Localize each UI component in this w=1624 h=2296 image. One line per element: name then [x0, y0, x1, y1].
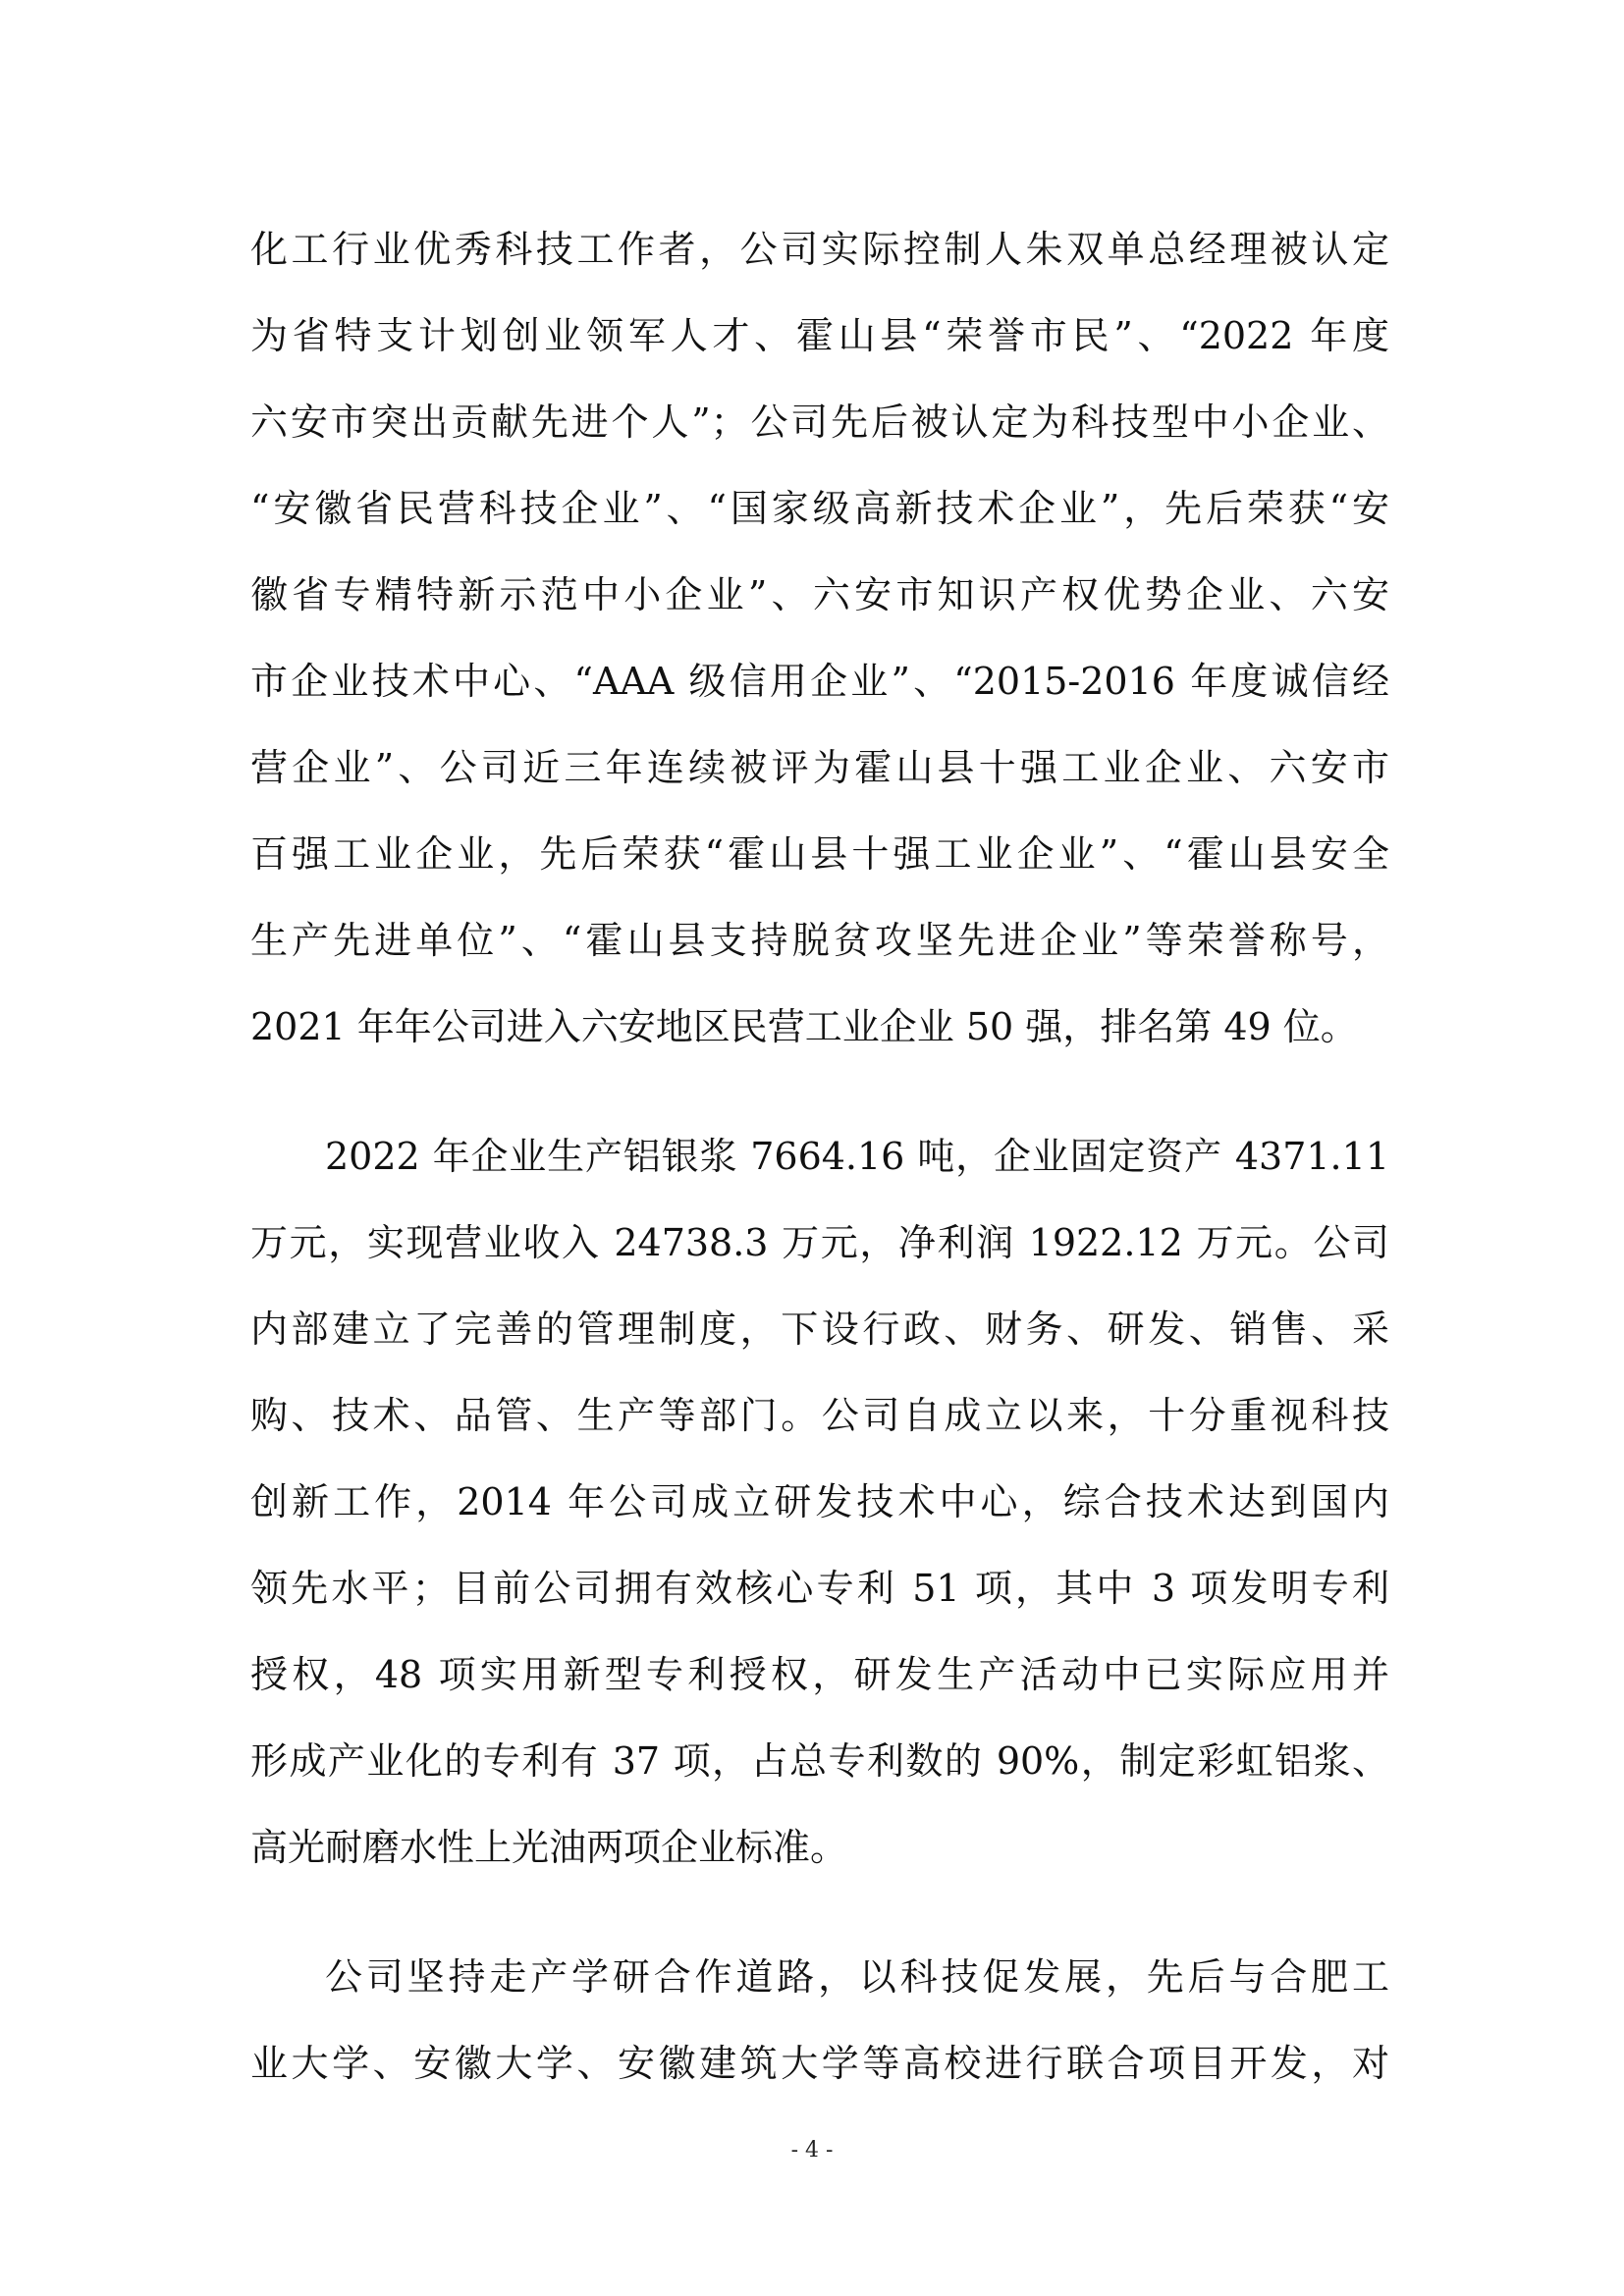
text-line: 2022 年企业生产铝银浆 7664.16 吨，企业固定资产 4371.11: [325, 1135, 1389, 1178]
text-line: 创新工作，2014 年公司成立研发技术中心，综合技术达到国内: [250, 1480, 1389, 1523]
paragraph-spacer: [250, 1070, 1389, 1113]
text-line: 授权，48 项实用新型专利授权，研发生产活动中已实际应用并: [250, 1653, 1389, 1696]
text-line: 公司坚持走产学研合作道路，以科技促发展，先后与合肥工: [325, 1955, 1389, 1999]
text-line: 百强工业企业，先后荣获“霍山县十强工业企业”、“霍山县安全: [250, 832, 1389, 876]
paragraph-cooperation: [250, 1934, 1389, 2107]
paragraph-spacer: [250, 1891, 1389, 1934]
text-line: 市企业技术中心、“AAA 级信用企业”、“2015-2016 年度诚信经: [250, 660, 1389, 703]
text-line: 内部建立了完善的管理制度，下设行政、财务、研发、销售、采: [250, 1308, 1389, 1351]
text-line: 领先水平；目前公司拥有效核心专利 51 项，其中 3 项发明专利: [250, 1567, 1389, 1610]
text-line: 高光耐磨水性上光油两项企业标准。: [250, 1826, 848, 1869]
paragraph-finance: [250, 1113, 1389, 1891]
text-line: 六安市突出贡献先进个人”；公司先后被认定为科技型中小企业、: [250, 400, 1389, 444]
text-line: 为省特支计划创业领军人才、霍山县“荣誉市民”、“2022 年度: [250, 314, 1389, 357]
text-line: 2021 年年公司进入六安地区民营工业企业 50 强，排名第 49 位。: [250, 1005, 1358, 1048]
text-line: 营企业”、公司近三年连续被评为霍山县十强工业企业、六安市: [250, 746, 1389, 789]
text-line: 万元，实现营业收入 24738.3 万元，净利润 1922.12 万元。公司: [250, 1221, 1389, 1264]
text-line: 购、技术、品管、生产等部门。公司自成立以来，十分重视科技: [250, 1394, 1389, 1437]
text-line: 化工行业优秀科技工作者，公司实际控制人朱双单总经理被认定: [250, 228, 1389, 271]
body-text: [250, 206, 1389, 2107]
text-line: “安徽省民营科技企业”、“国家级高新技术企业”，先后荣获“安: [250, 487, 1389, 530]
text-line: 徽省专精特新示范中小企业”、六安市知识产权优势企业、六安: [250, 573, 1389, 616]
text-line: 形成产业化的专利有 37 项，占总专利数的 90%，制定彩虹铝浆、: [250, 1739, 1389, 1783]
text-line: 生产先进单位”、“霍山县支持脱贫攻坚先进企业”等荣誉称号，: [250, 919, 1389, 962]
page-number: - 4 -: [790, 2138, 834, 2163]
text-line: 业大学、安徽大学、安徽建筑大学等高校进行联合项目开发，对: [250, 2042, 1389, 2085]
paragraph-honors: [250, 206, 1389, 1070]
